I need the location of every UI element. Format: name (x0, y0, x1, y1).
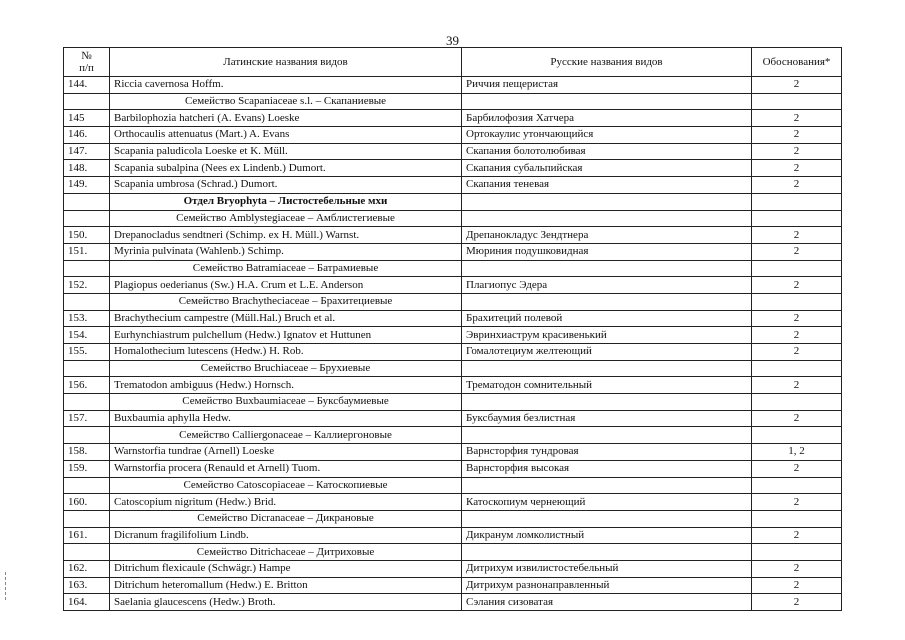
justification: 2 (752, 577, 842, 594)
latin-name: Orthocaulis attenuatus (Mart.) A. Evans (110, 127, 462, 144)
justification: 2 (752, 327, 842, 344)
species-number: 161. (64, 527, 110, 544)
empty-cell (462, 510, 752, 527)
species-number: 148. (64, 160, 110, 177)
family-row (64, 360, 842, 377)
justification: 2 (752, 110, 842, 127)
species-number: 155. (64, 344, 110, 361)
header-number-label: № п/п (79, 50, 94, 74)
table-row (64, 127, 842, 144)
species-number: 162. (64, 560, 110, 577)
table-row (64, 577, 842, 594)
family-title: Семейство Brachytheciaceae – Брахитециевые (110, 293, 462, 310)
russian-name: Дитрихум разнонаправленный (462, 577, 752, 594)
russian-name: Скапания субальпийская (462, 160, 752, 177)
russian-name: Брахитеций полевой (462, 310, 752, 327)
russian-name: Сэлания сизоватая (462, 594, 752, 611)
latin-name: Ditrichum heteromallum (Hedw.) E. Britton (110, 577, 462, 594)
justification: 2 (752, 560, 842, 577)
empty-cell (64, 427, 110, 444)
family-row (64, 260, 842, 277)
table-row (64, 160, 842, 177)
justification: 2 (752, 77, 842, 94)
empty-cell (752, 260, 842, 277)
table-row (64, 377, 842, 394)
empty-cell (64, 193, 110, 210)
justification: 2 (752, 344, 842, 361)
table-row (64, 327, 842, 344)
empty-cell (752, 293, 842, 310)
latin-name: Trematodon ambiguus (Hedw.) Hornsch. (110, 377, 462, 394)
species-number: 147. (64, 143, 110, 160)
species-number: 160. (64, 494, 110, 511)
empty-cell (462, 193, 752, 210)
family-title: Семейство Ditrichaceae – Дитриховые (110, 544, 462, 561)
table-body (64, 77, 842, 611)
table-row (64, 310, 842, 327)
latin-name: Ditrichum flexicaule (Schwägr.) Hampe (110, 560, 462, 577)
empty-cell (64, 544, 110, 561)
latin-name: Myrinia pulvinata (Wahlenb.) Schimp. (110, 243, 462, 260)
header-justification: Обоснования* (752, 48, 842, 77)
justification: 1, 2 (752, 444, 842, 461)
table-row (64, 143, 842, 160)
family-row (64, 293, 842, 310)
empty-cell (64, 293, 110, 310)
species-number: 145 (64, 110, 110, 127)
family-title: Семейство Scapaniaceae s.l. – Скапаниевые (110, 93, 462, 110)
empty-cell (462, 260, 752, 277)
latin-name: Drepanocladus sendtneri (Schimp. ex H. Müll.) Warnst. (110, 227, 462, 244)
justification: 2 (752, 127, 842, 144)
empty-cell (752, 193, 842, 210)
table-row (64, 227, 842, 244)
latin-name: Warnstorfia tundrae (Arnell) Loeske (110, 444, 462, 461)
species-number: 159. (64, 460, 110, 477)
species-number: 156. (64, 377, 110, 394)
latin-name: Saelania glaucescens (Hedw.) Broth. (110, 594, 462, 611)
empty-cell (462, 293, 752, 310)
empty-cell (64, 260, 110, 277)
justification: 2 (752, 277, 842, 294)
latin-name: Barbilophozia hatcheri (A. Evans) Loeske (110, 110, 462, 127)
empty-cell (64, 394, 110, 411)
latin-name: Dicranum fragilifolium Lindb. (110, 527, 462, 544)
family-row (64, 394, 842, 411)
russian-name: Катоскопиум чернеющий (462, 494, 752, 511)
latin-name: Eurhynchiastrum pulchellum (Hedw.) Ignatov et Huttunen (110, 327, 462, 344)
table-row (64, 494, 842, 511)
latin-name: Riccia cavernosa Hoffm. (110, 77, 462, 94)
family-row (64, 427, 842, 444)
russian-name: Барбилофозия Хатчера (462, 110, 752, 127)
scan-edge-mark (5, 572, 7, 600)
species-number: 149. (64, 177, 110, 194)
empty-cell (752, 210, 842, 227)
russian-name: Скапания болотолюбивая (462, 143, 752, 160)
justification: 2 (752, 460, 842, 477)
empty-cell (752, 427, 842, 444)
justification: 2 (752, 594, 842, 611)
empty-cell (752, 510, 842, 527)
species-number: 152. (64, 277, 110, 294)
table-row (64, 410, 842, 427)
russian-name: Ортокаулис утончающийся (462, 127, 752, 144)
empty-cell (462, 477, 752, 494)
table-row (64, 594, 842, 611)
latin-name: Warnstorfia procera (Renauld et Arnell) Tuom. (110, 460, 462, 477)
species-number: 150. (64, 227, 110, 244)
russian-name: Варнсторфия высокая (462, 460, 752, 477)
species-table (63, 47, 842, 611)
latin-name: Plagiopus oederianus (Sw.) H.A. Crum et L.E. Anderson (110, 277, 462, 294)
justification: 2 (752, 377, 842, 394)
family-row (64, 477, 842, 494)
latin-name: Scapania umbrosa (Schrad.) Dumort. (110, 177, 462, 194)
family-title: Семейство Amblystegiaceae – Амблистегиевые (110, 210, 462, 227)
justification: 2 (752, 410, 842, 427)
empty-cell (64, 510, 110, 527)
justification: 2 (752, 243, 842, 260)
justification: 2 (752, 310, 842, 327)
empty-cell (752, 477, 842, 494)
table-row (64, 560, 842, 577)
table-row (64, 110, 842, 127)
empty-cell (64, 360, 110, 377)
empty-cell (462, 427, 752, 444)
family-title: Семейство Batramiaceae – Батрамиевые (110, 260, 462, 277)
empty-cell (752, 544, 842, 561)
latin-name: Brachythecium campestre (Müll.Hal.) Bruch et al. (110, 310, 462, 327)
species-number: 144. (64, 77, 110, 94)
division-title: Отдел Bryophyta – Листостебельные мхи (110, 193, 462, 210)
russian-name: Трематодон сомнительный (462, 377, 752, 394)
species-number: 163. (64, 577, 110, 594)
justification: 2 (752, 160, 842, 177)
page-number: 39 (446, 33, 459, 48)
russian-name: Дикранум ломколистный (462, 527, 752, 544)
family-title: Семейство Buxbaumiaceae – Буксбаумиевые (110, 394, 462, 411)
species-number: 151. (64, 243, 110, 260)
russian-name: Гомалотециум желтеющий (462, 344, 752, 361)
russian-name: Риччия пещеристая (462, 77, 752, 94)
species-number: 153. (64, 310, 110, 327)
russian-name: Варнсторфия тундровая (462, 444, 752, 461)
russian-name: Мюриния подушковидная (462, 243, 752, 260)
family-title: Семейство Bruchiaceae – Брухиевые (110, 360, 462, 377)
empty-cell (752, 360, 842, 377)
russian-name: Буксбаумия безлистная (462, 410, 752, 427)
latin-name: Scapania paludicola Loeske et K. Müll. (110, 143, 462, 160)
table-row (64, 277, 842, 294)
family-title: Семейство Calliergonaceae – Каллиергоновые (110, 427, 462, 444)
russian-name: Эвринхиаструм красивенький (462, 327, 752, 344)
family-row (64, 510, 842, 527)
empty-cell (462, 394, 752, 411)
latin-name: Homalothecium lutescens (Hedw.) H. Rob. (110, 344, 462, 361)
table-row (64, 344, 842, 361)
justification: 2 (752, 227, 842, 244)
empty-cell (462, 93, 752, 110)
table-row (64, 460, 842, 477)
empty-cell (462, 544, 752, 561)
empty-cell (752, 93, 842, 110)
species-number: 154. (64, 327, 110, 344)
family-title: Семейство Dicranaceae – Дикрановые (110, 510, 462, 527)
latin-name: Scapania subalpina (Nees ex Lindenb.) Dumort. (110, 160, 462, 177)
empty-cell (462, 210, 752, 227)
table-row (64, 527, 842, 544)
empty-cell (64, 210, 110, 227)
russian-name: Скапания теневая (462, 177, 752, 194)
justification: 2 (752, 527, 842, 544)
table-row (64, 77, 842, 94)
empty-cell (752, 394, 842, 411)
empty-cell (64, 477, 110, 494)
table-row (64, 243, 842, 260)
division-row (64, 193, 842, 210)
header-latin-names: Латинские названия видов (110, 48, 462, 77)
table-header-row (64, 48, 842, 77)
russian-name: Дрепанокладус Зендтнера (462, 227, 752, 244)
latin-name: Catoscopium nigritum (Hedw.) Brid. (110, 494, 462, 511)
header-russian-names: Русские названия видов (462, 48, 752, 77)
justification: 2 (752, 143, 842, 160)
russian-name: Дитрихум извилистостебельный (462, 560, 752, 577)
family-row (64, 93, 842, 110)
table-row (64, 177, 842, 194)
empty-cell (462, 360, 752, 377)
species-number: 164. (64, 594, 110, 611)
justification: 2 (752, 177, 842, 194)
species-number: 146. (64, 127, 110, 144)
species-number: 158. (64, 444, 110, 461)
latin-name: Buxbaumia aphylla Hedw. (110, 410, 462, 427)
family-title: Семейство Catoscopiaceae – Катоскопиевые (110, 477, 462, 494)
table-row (64, 444, 842, 461)
header-number (64, 48, 110, 77)
empty-cell (64, 93, 110, 110)
justification: 2 (752, 494, 842, 511)
russian-name: Плагиопус Эдера (462, 277, 752, 294)
family-row (64, 210, 842, 227)
family-row (64, 544, 842, 561)
species-number: 157. (64, 410, 110, 427)
